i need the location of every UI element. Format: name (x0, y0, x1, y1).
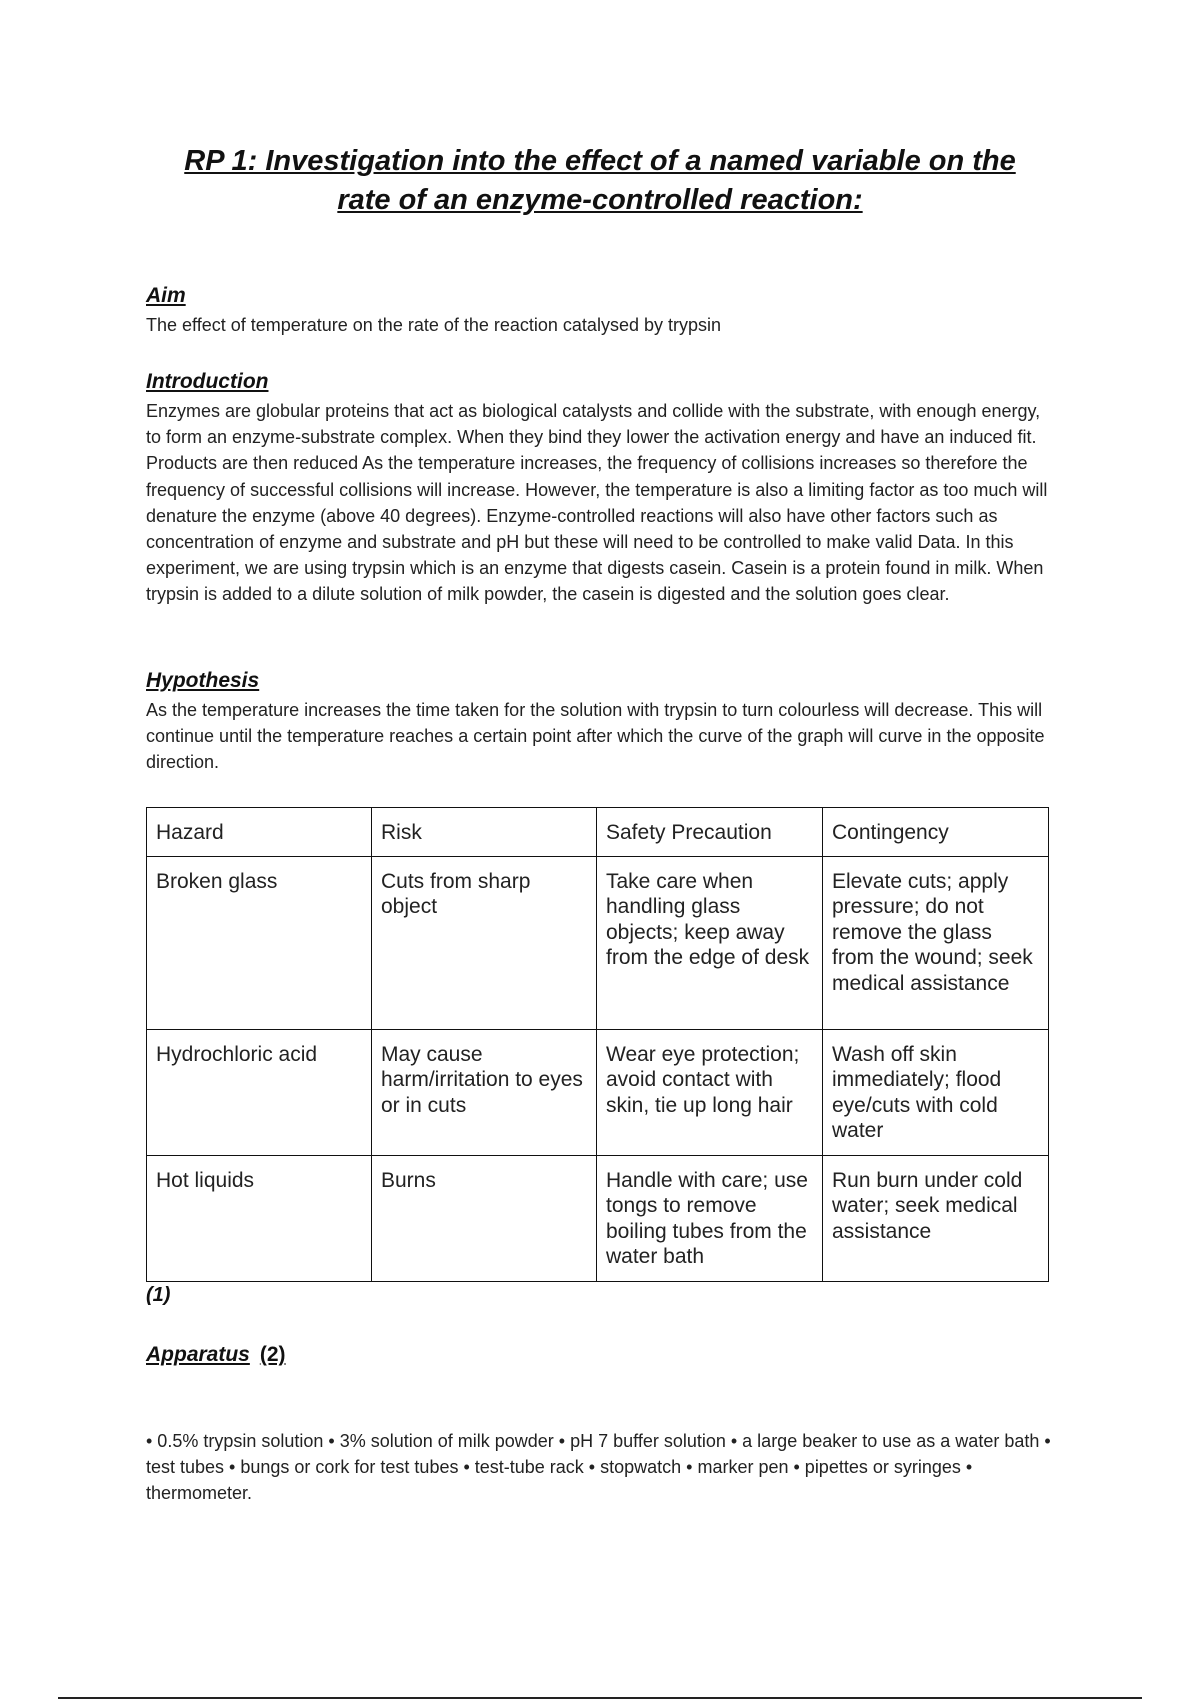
cell-risk: Cuts from sharp object (372, 856, 597, 1029)
apparatus-list: • 0.5% trypsin solution • 3% solution of milk powder • pH 7 buffer solution • a large beaker to use as a water bath • test tubes • bungs or cork for test tubes • test-tube rack • stopwatch • marker pen • pipettes or syringes • thermometer. (146, 1431, 1051, 1504)
cell-contingency: Elevate cuts; apply pressure; do not remove the glass from the wound; seek medical assistance (823, 856, 1049, 1029)
cell-safety-precaution: Wear eye protection; avoid contact with skin, tie up long hair (597, 1029, 823, 1155)
table-marks-footnote: (1) (146, 1284, 171, 1306)
hypothesis-text: As the temperature increases the time taken for the solution with trypsin to turn colourless will decrease. This will continue until the temperature reaches a certain point after which the curve of the graph will curve in the opposite direction. (146, 700, 1045, 773)
bottom-divider (58, 1697, 1142, 1699)
table-row (147, 1029, 1049, 1155)
header-safety-precaution: Safety Precaution (597, 808, 823, 857)
cell-hazard: Broken glass (147, 856, 372, 1029)
aim-text: The effect of temperature on the rate of the reaction catalysed by trypsin (146, 315, 721, 335)
cell-risk: Burns (372, 1155, 597, 1281)
table-row (147, 856, 1049, 1029)
header-contingency: Contingency (823, 808, 1049, 857)
introduction-text: Enzymes are globular proteins that act as biological catalysts and collide with the substrate, with enough energy, to form an enzyme-substrate complex. When they bind they lower the activation energy and have an induced fit. Products are then reduced As the temperature increases, the frequency of collisions increases so therefore the frequency of successful collisions will increase. However, the temperature is also a limiting factor as too much will denature the enzyme (above 40 degrees). Enzyme-controlled reactions will also have other factors such as concentration of enzyme and substrate and pH but these will need to be controlled to make valid Data. In this experiment, we are using trypsin which is an enzyme that digests casein. Casein is a protein found in milk. When trypsin is added to a dilute solution of milk powder, the casein is digested and the solution goes clear. (146, 401, 1048, 605)
table-row (147, 1155, 1049, 1281)
header-risk: Risk (372, 808, 597, 857)
cell-hazard: Hydrochloric acid (147, 1029, 372, 1155)
hypothesis-heading: Hypothesis (146, 669, 260, 692)
title-line-1: RP 1: Investigation into the effect of a named variable on the (184, 145, 1016, 177)
apparatus-heading (146, 1343, 286, 1367)
title-line-2: rate of an enzyme-controlled reaction: (337, 184, 863, 216)
cell-safety-precaution: Take care when handling glass objects; keep away from the edge of desk (597, 856, 823, 1029)
page-title (130, 142, 1070, 220)
cell-safety-precaution: Handle with care; use tongs to remove boiling tubes from the water bath (597, 1155, 823, 1281)
aim-heading: Aim (146, 284, 186, 307)
apparatus-marks: (2) (259, 1343, 286, 1366)
header-hazard: Hazard (147, 808, 372, 857)
cell-contingency: Run burn under cold water; seek medical assistance (823, 1155, 1049, 1281)
cell-hazard: Hot liquids (147, 1155, 372, 1281)
risk-assessment-table (146, 807, 1049, 1282)
introduction-heading: Introduction (146, 370, 269, 393)
table-header-row (147, 808, 1049, 857)
cell-risk: May cause harm/irritation to eyes or in cuts (372, 1029, 597, 1155)
apparatus-heading-text: Apparatus (146, 1343, 250, 1366)
cell-contingency: Wash off skin immediately; flood eye/cuts with cold water (823, 1029, 1049, 1155)
